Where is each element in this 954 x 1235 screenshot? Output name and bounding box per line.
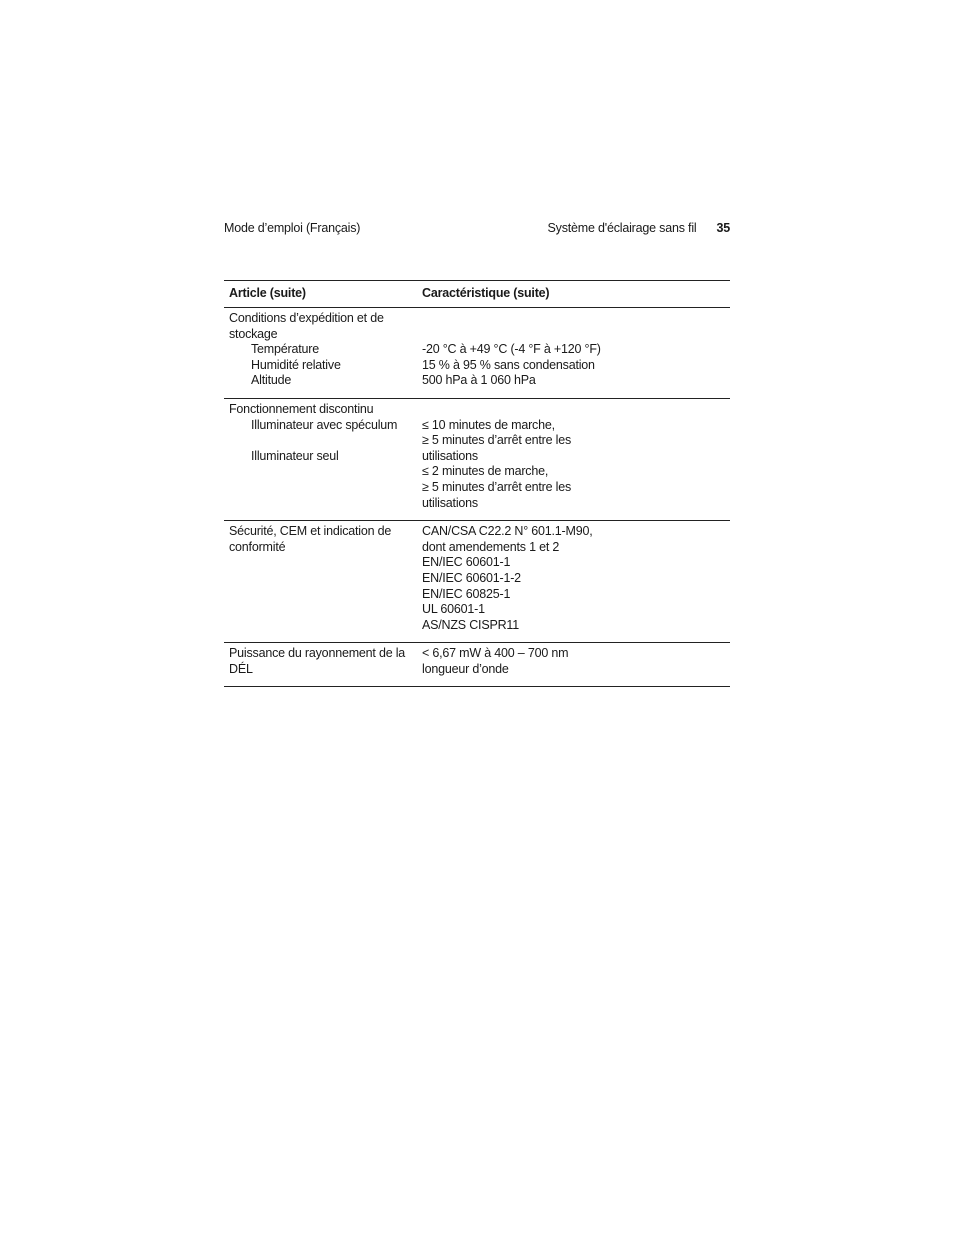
- value-text: longueur d’onde: [422, 661, 509, 676]
- sub-item-illuminator-only: Illuminateur seul: [251, 448, 339, 463]
- column-header-article: Article (suite): [229, 286, 306, 301]
- value-text: dont amendements 1 et 2: [422, 539, 560, 554]
- characteristic-cell: [422, 311, 730, 389]
- characteristic-cell: [422, 646, 730, 677]
- article-text: Puissance du rayonnement de la DÉL: [229, 646, 406, 676]
- sub-item-temperature: Température: [251, 342, 319, 357]
- value-text: < 6,67 mW à 400 – 700 nm: [422, 646, 569, 661]
- article-text: Fonctionnement discontinu: [229, 401, 374, 416]
- page-number: 35: [716, 221, 730, 235]
- value-temperature: -20 °C à +49 °C (-4 °F à +120 °F): [422, 342, 601, 357]
- table-row-storage-conditions: [224, 308, 730, 399]
- value-text: AS/NZS CISPR11: [422, 617, 519, 632]
- article-text: conformité: [229, 539, 286, 554]
- value-humidity: 15 % à 95 % sans condensation: [422, 357, 595, 372]
- article-text: Sécurité, CEM et indication de: [229, 524, 392, 539]
- value-text: CAN/CSA C22.2 N° 601.1-M90,: [422, 524, 593, 539]
- article-cell: [224, 646, 422, 677]
- value-text: ≥ 5 minutes d’arrêt entre les: [422, 479, 572, 494]
- table-header-row: [224, 280, 730, 308]
- article-cell: [224, 524, 422, 633]
- value-text: EN/IEC 60601-1-2: [422, 570, 521, 585]
- spacer: [422, 402, 730, 418]
- column-header-characteristic: Caractéristique (suite): [422, 286, 550, 301]
- table-row-intermittent-operation: [224, 399, 730, 521]
- value-text: utilisations: [422, 448, 478, 463]
- specifications-table: [224, 280, 730, 687]
- value-text: ≤ 10 minutes de marche,: [422, 417, 555, 432]
- value-text: utilisations: [422, 495, 478, 510]
- sub-item-humidity: Humidité relative: [251, 357, 341, 372]
- article-cell: [224, 402, 422, 511]
- table-row-led-radiation-power: [224, 643, 730, 687]
- header-product-name: Système d'éclairage sans fil: [547, 221, 697, 235]
- value-text: ≥ 5 minutes d’arrêt entre les: [422, 433, 572, 448]
- spacer: [422, 327, 730, 343]
- sub-item-illuminator-with-speculum: Illuminateur avec spéculum: [251, 417, 398, 432]
- spacer: [422, 311, 730, 327]
- value-text: ≤ 2 minutes de marche,: [422, 464, 549, 479]
- value-text: EN/IEC 60601-1: [422, 555, 511, 570]
- header-document-title: Mode d’emploi (Français): [224, 221, 361, 235]
- table-row-safety-compliance: [224, 521, 730, 643]
- page-header: [224, 221, 730, 239]
- value-text: EN/IEC 60825-1: [422, 586, 511, 601]
- value-altitude: 500 hPa à 1 060 hPa: [422, 373, 536, 388]
- value-text: UL 60601-1: [422, 602, 485, 617]
- spacer: [229, 433, 422, 449]
- characteristic-cell: [422, 402, 730, 511]
- article-text: stockage: [229, 326, 278, 341]
- article-cell: [224, 311, 422, 389]
- article-text: Conditions d’expédition et de: [229, 311, 384, 325]
- sub-item-altitude: Altitude: [251, 373, 292, 388]
- header-product-title: [548, 221, 730, 235]
- characteristic-cell: [422, 524, 730, 633]
